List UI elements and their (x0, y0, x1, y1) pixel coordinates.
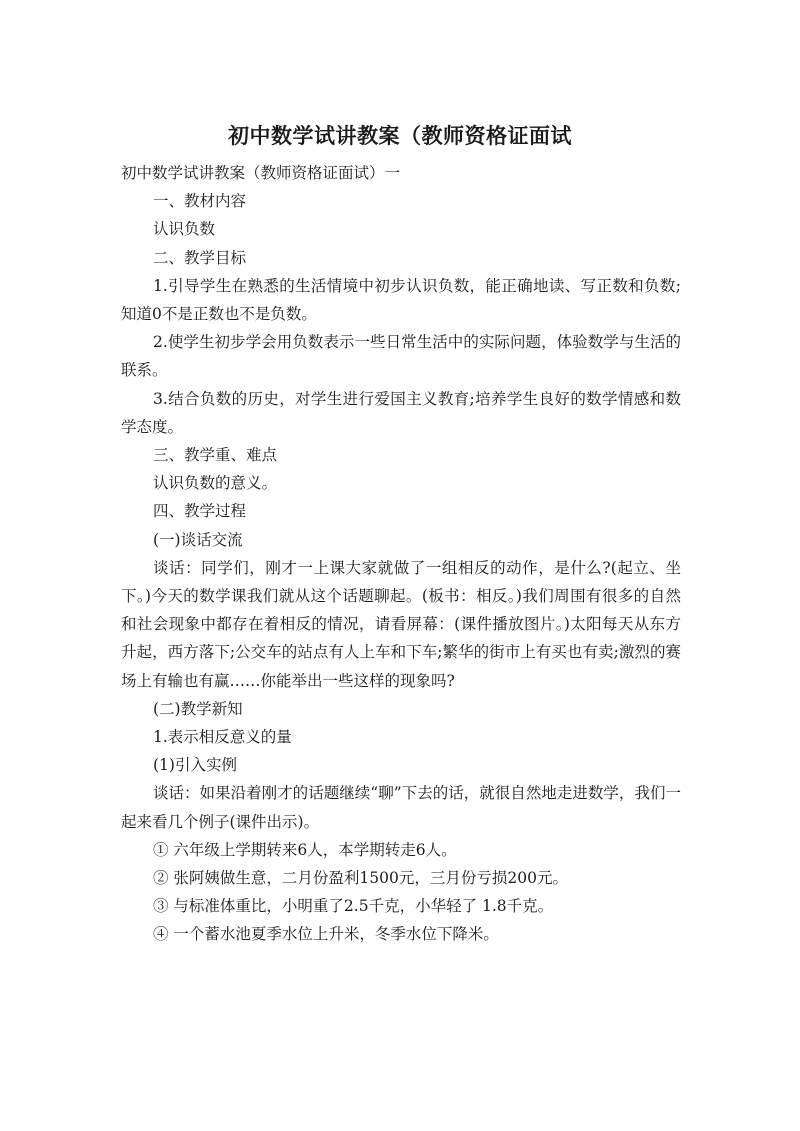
goal-item-1: 1.引导学生在熟悉的生活情境中初步认识负数，能正确地读、写正数和负数;知道0不是正数也不是负数。 (121, 276, 681, 324)
section-heading-goals: 二、教学目标 (153, 248, 247, 267)
subsection-heading-new-knowledge: (二)教学新知 (153, 699, 243, 718)
topic-heading-opposite-quantities: 1.表示相反意义的量 (153, 728, 292, 747)
subsection-heading-conversation: (一)谈话交流 (153, 530, 243, 549)
example-item-2: ② 张阿姨做生意，二月份盈利1500元，三月份亏损200元。 (153, 869, 568, 888)
example-item-4: ④ 一个蓄水池夏季水位上升米，冬季水位下降米。 (153, 925, 499, 944)
goal-item-3: 3.结合负数的历史，对学生进行爱国主义教育;培养学生良好的数学情感和数学态度。 (121, 389, 681, 436)
conversation-paragraph: 谈话：同学们，刚才一上课大家就做了一组相反的动作，是什么?(起立、坐下。)今天的数学课我们就从这个话题聊起。(板书：相反。)我们周围有很多的自然和社会现象中都存在着相反的情况，请看屏幕：(课件播放图片。)太阳每天从东方升起，西方落下;公交车的站点有人上车和下车;繁华的街市上有买也有卖;激烈的赛场上有输也有赢……你能举出一些这样的现象吗? (121, 558, 681, 690)
topic-heading-examples: (1)引入实例 (153, 756, 237, 775)
example-item-1: ① 六年级上学期转来6人，本学期转走6人。 (153, 840, 457, 859)
examples-intro-paragraph: 谈话：如果沿着刚才的话题继续“聊”下去的话，就很自然地走进数学，我们一起来看几个例子(课件出示)。 (121, 784, 681, 831)
section-heading-materials: 一、教材内容 (153, 192, 247, 211)
goal-item-2: 2.使学生初步学会用负数表示一些日常生活中的实际问题，体验数学与生活的联系。 (121, 333, 681, 380)
section-heading-key-points: 三、教学重、难点 (153, 446, 278, 465)
paragraph: 认识负数的意义。 (153, 474, 278, 493)
document-body (121, 159, 681, 949)
document-title: 初中数学试讲教案（教师资格证面试 (228, 124, 572, 148)
section-heading-process: 四、教学过程 (153, 502, 247, 521)
subtitle-line: 初中数学试讲教案（教师资格证面试）一 (121, 164, 401, 182)
paragraph: 认识负数 (153, 220, 216, 239)
example-item-3: ③ 与标准体重比，小明重了2.5千克，小华轻了 1.8千克。 (153, 897, 554, 916)
